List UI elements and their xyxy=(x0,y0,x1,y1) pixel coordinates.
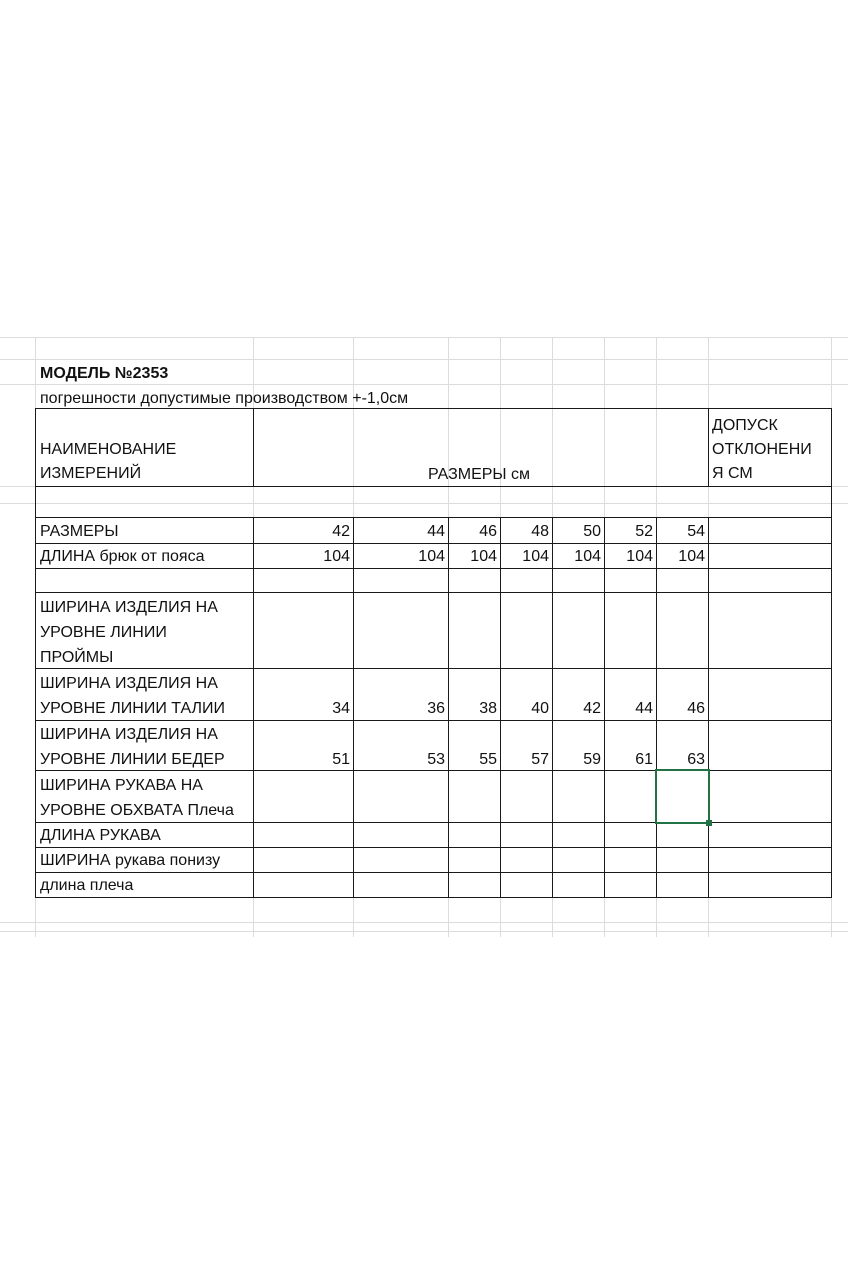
waist-cell: 34 xyxy=(332,700,350,717)
row-armhole-line2: УРОВНЕ ЛИНИИ xyxy=(40,624,167,641)
fill-handle[interactable] xyxy=(706,820,712,826)
row-hips-line1: ШИРИНА ИЗДЕЛИЯ НА xyxy=(40,726,218,743)
header-tol-line1: ДОПУСК xyxy=(712,417,778,434)
row-length-label: ДЛИНА брюк от пояса xyxy=(40,548,205,565)
length-cell: 104 xyxy=(626,548,653,565)
length-cell: 104 xyxy=(574,548,601,565)
active-cell-selection[interactable] xyxy=(655,769,710,824)
length-cell: 104 xyxy=(323,548,350,565)
size-cell: 50 xyxy=(583,523,601,540)
hips-cell: 59 xyxy=(583,751,601,768)
waist-cell: 46 xyxy=(687,700,705,717)
length-cell: 104 xyxy=(678,548,705,565)
size-cell: 54 xyxy=(687,523,705,540)
header-name-line2: ИЗМЕРЕНИЙ xyxy=(40,465,142,482)
row-armhole-line3: ПРОЙМЫ xyxy=(40,649,114,666)
row-sleeve-length-label: ДЛИНА РУКАВА xyxy=(40,827,161,844)
hips-cell: 57 xyxy=(531,751,549,768)
tolerance-note: погрешности допустимые производством +-1,0см xyxy=(40,390,409,407)
row-waist-line2: УРОВНЕ ЛИНИИ ТАЛИИ xyxy=(40,700,226,717)
waist-cell: 42 xyxy=(583,700,601,717)
row-shoulder-label: длина плеча xyxy=(40,877,134,894)
row-hips-line2: УРОВНЕ ЛИНИИ БЕДЕР xyxy=(40,751,225,768)
hips-cell: 51 xyxy=(332,751,350,768)
header-name-line1: НАИМЕНОВАНИЕ xyxy=(40,441,177,458)
length-cell: 104 xyxy=(418,548,445,565)
header-tol-line3: Я СМ xyxy=(712,465,753,482)
row-sizes-label: РАЗМЕРЫ xyxy=(40,523,119,540)
row-sleeve-width-line2: УРОВНЕ ОБХВАТА Плеча xyxy=(40,802,234,819)
hips-cell: 63 xyxy=(687,751,705,768)
row-sleeve-width-line1: ШИРИНА РУКАВА НА xyxy=(40,777,203,794)
size-cell: 42 xyxy=(332,523,350,540)
row-waist-line1: ШИРИНА ИЗДЕЛИЯ НА xyxy=(40,675,218,692)
length-cell: 104 xyxy=(522,548,549,565)
waist-cell: 44 xyxy=(635,700,653,717)
row-armhole-line1: ШИРИНА ИЗДЕЛИЯ НА xyxy=(40,599,218,616)
row-sleeve-bottom-label: ШИРИНА рукава понизу xyxy=(40,852,221,869)
model-title: МОДЕЛЬ №2353 xyxy=(40,365,169,382)
header-sizes-label: РАЗМЕРЫ см xyxy=(428,466,531,483)
size-cell: 52 xyxy=(635,523,653,540)
size-cell: 46 xyxy=(479,523,497,540)
size-cell: 44 xyxy=(427,523,445,540)
hips-cell: 61 xyxy=(635,751,653,768)
length-cell: 104 xyxy=(470,548,497,565)
waist-cell: 38 xyxy=(479,700,497,717)
hips-cell: 53 xyxy=(427,751,445,768)
hips-cell: 55 xyxy=(479,751,497,768)
waist-cell: 36 xyxy=(427,700,445,717)
waist-cell: 40 xyxy=(531,700,549,717)
header-tol-line2: ОТКЛОНЕНИ xyxy=(712,441,812,458)
size-cell: 48 xyxy=(531,523,549,540)
